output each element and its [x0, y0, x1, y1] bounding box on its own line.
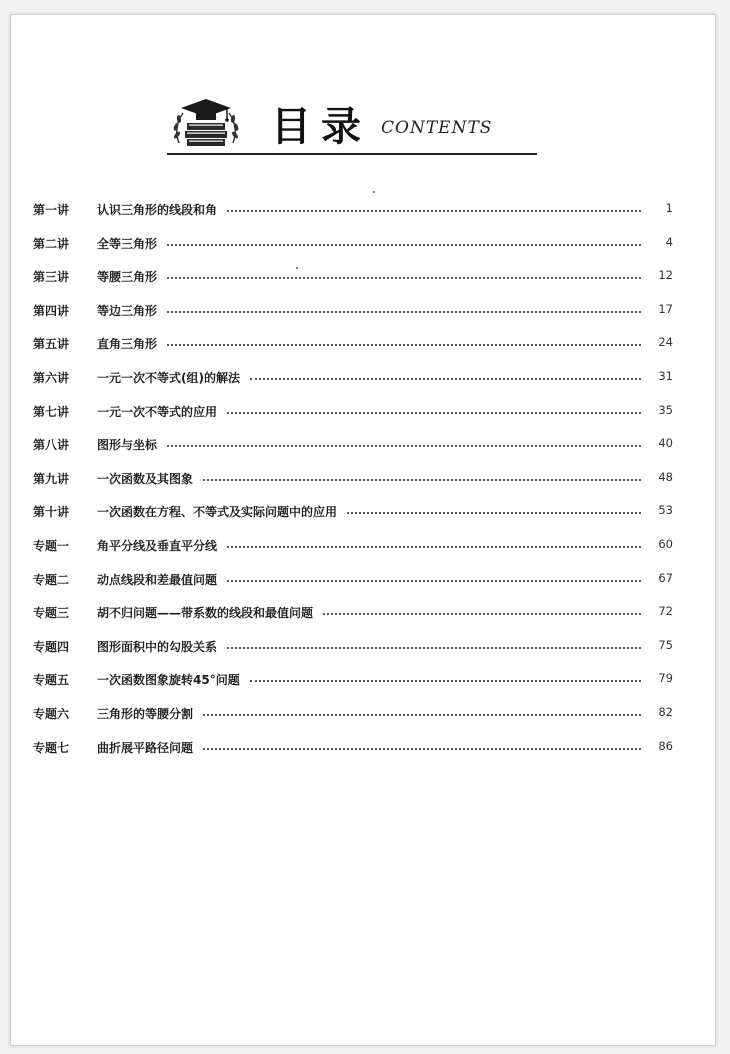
toc-leader-dots — [347, 503, 641, 514]
toc-leader-dots — [167, 335, 641, 346]
toc-entry-title: 曲折展平路径问题 — [97, 739, 197, 756]
toc-entry[interactable] — [33, 638, 673, 672]
toc-entry-title: 等腰三角形 — [97, 268, 161, 285]
toc-entry-label: 第五讲 — [33, 337, 70, 352]
toc-entry-title: 图形面积中的勾股关系 — [97, 638, 221, 655]
toc-leader-dots — [203, 705, 641, 716]
toc-entry[interactable] — [33, 503, 673, 537]
page-subtitle: CONTENTS — [381, 118, 493, 138]
toc-entry-title: 胡不归问题——带系数的线段和最值问题 — [97, 604, 317, 621]
toc-entry-title: 一次函数及其图象 — [97, 470, 197, 487]
toc-entry[interactable] — [33, 369, 673, 403]
toc-leader-dots — [323, 604, 641, 615]
toc-entry-page: 4 — [665, 234, 673, 249]
toc-leader-dots — [250, 671, 641, 682]
toc-leader-dots — [250, 369, 641, 380]
toc-entry-page: 82 — [658, 704, 673, 719]
toc-entry[interactable] — [33, 403, 673, 437]
toc-entry-title: 一元一次不等式的应用 — [97, 403, 221, 420]
toc-leader-dots — [203, 739, 641, 750]
toc-entry-label: 第九讲 — [33, 471, 70, 486]
toc-entry-title: 一元一次不等式(组)的解法 — [97, 369, 244, 386]
toc-entry[interactable] — [33, 470, 673, 504]
toc-entry-page: 53 — [658, 503, 673, 518]
toc-entry-page: 12 — [658, 268, 673, 283]
toc-entry[interactable] — [33, 537, 673, 571]
toc-entry-label: 第六讲 — [33, 370, 70, 385]
toc-leader-dots — [203, 470, 641, 481]
toc-entry-title: 全等三角形 — [97, 235, 161, 252]
toc-entry-title: 一次函数在方程、不等式及实际问题中的应用 — [97, 503, 341, 520]
toc-leader-dots — [227, 403, 641, 414]
toc-entry-page: 35 — [658, 402, 673, 417]
toc-entry-page: 72 — [658, 604, 673, 619]
toc-entry-label: 专题五 — [33, 673, 70, 688]
toc-entry-title: 动点线段和差最值问题 — [97, 571, 221, 588]
toc-entry-page: 86 — [658, 738, 673, 753]
toc-entry-title: 角平分线及垂直平分线 — [97, 537, 221, 554]
toc-entry-page: 1 — [665, 201, 673, 215]
toc-entry-title: 直角三角形 — [97, 335, 161, 352]
toc-entry-label: 第四讲 — [33, 303, 70, 318]
toc-entry-title: 图形与坐标 — [97, 436, 161, 453]
scan-speck — [373, 191, 375, 193]
toc-leader-dots — [167, 235, 641, 246]
toc-entry-label: 第三讲 — [33, 270, 70, 285]
toc-entry-label: 第八讲 — [33, 438, 70, 453]
toc-entry-label: 第七讲 — [33, 404, 70, 419]
toc-entry-label: 专题六 — [33, 706, 70, 721]
toc-leader-dots — [167, 302, 641, 313]
toc-entry-title: 三角形的等腰分割 — [97, 705, 197, 722]
toc-entry-title: 等边三角形 — [97, 302, 161, 319]
toc-header — [161, 85, 541, 165]
toc-entry-label: 专题一 — [33, 538, 70, 553]
toc-entry-page: 67 — [658, 570, 673, 585]
toc-entry-page: 60 — [658, 536, 673, 551]
toc-entry[interactable] — [33, 671, 673, 705]
toc-entry-label: 第二讲 — [33, 236, 70, 251]
toc-entry-page: 17 — [658, 301, 673, 316]
toc-entry[interactable] — [33, 335, 673, 369]
toc-entry[interactable] — [33, 571, 673, 605]
toc-leader-dots — [167, 268, 641, 279]
toc-entry-title: 认识三角形的线段和角 — [97, 201, 221, 218]
page-title: 目录 — [271, 104, 371, 150]
toc-entry-label: 专题七 — [33, 740, 70, 755]
toc-entry-label: 第一讲 — [33, 203, 70, 217]
toc-entry-page: 24 — [658, 335, 673, 350]
toc-leader-dots — [227, 201, 641, 212]
toc-entry-page: 75 — [658, 637, 673, 652]
toc-entry-page: 48 — [658, 469, 673, 484]
graduation-cap-books-laurel-icon — [171, 95, 241, 149]
toc-entry-title: 一次函数图象旋转45°问题 — [97, 671, 244, 688]
toc-entry[interactable] — [33, 201, 673, 235]
toc-entry-label: 第十讲 — [33, 505, 70, 520]
toc-entry-label: 专题二 — [33, 572, 70, 587]
toc-leader-dots — [227, 571, 641, 582]
toc-entry[interactable] — [33, 739, 673, 773]
toc-entry[interactable] — [33, 705, 673, 739]
toc-entry[interactable] — [33, 268, 673, 302]
toc-entry[interactable] — [33, 604, 673, 638]
document-page — [10, 14, 716, 1046]
toc-entry-page: 79 — [658, 671, 673, 686]
toc-entry-page: 31 — [658, 368, 673, 383]
table-of-contents — [33, 201, 673, 772]
toc-entry-label: 专题三 — [33, 606, 70, 621]
toc-leader-dots — [167, 436, 641, 447]
toc-entry[interactable] — [33, 436, 673, 470]
toc-entry-page: 40 — [658, 436, 673, 451]
header-divider — [167, 153, 537, 155]
toc-entry[interactable] — [33, 235, 673, 269]
toc-entry-label: 专题四 — [33, 639, 70, 654]
toc-leader-dots — [227, 638, 641, 649]
toc-entry[interactable] — [33, 302, 673, 336]
toc-leader-dots — [227, 537, 641, 548]
